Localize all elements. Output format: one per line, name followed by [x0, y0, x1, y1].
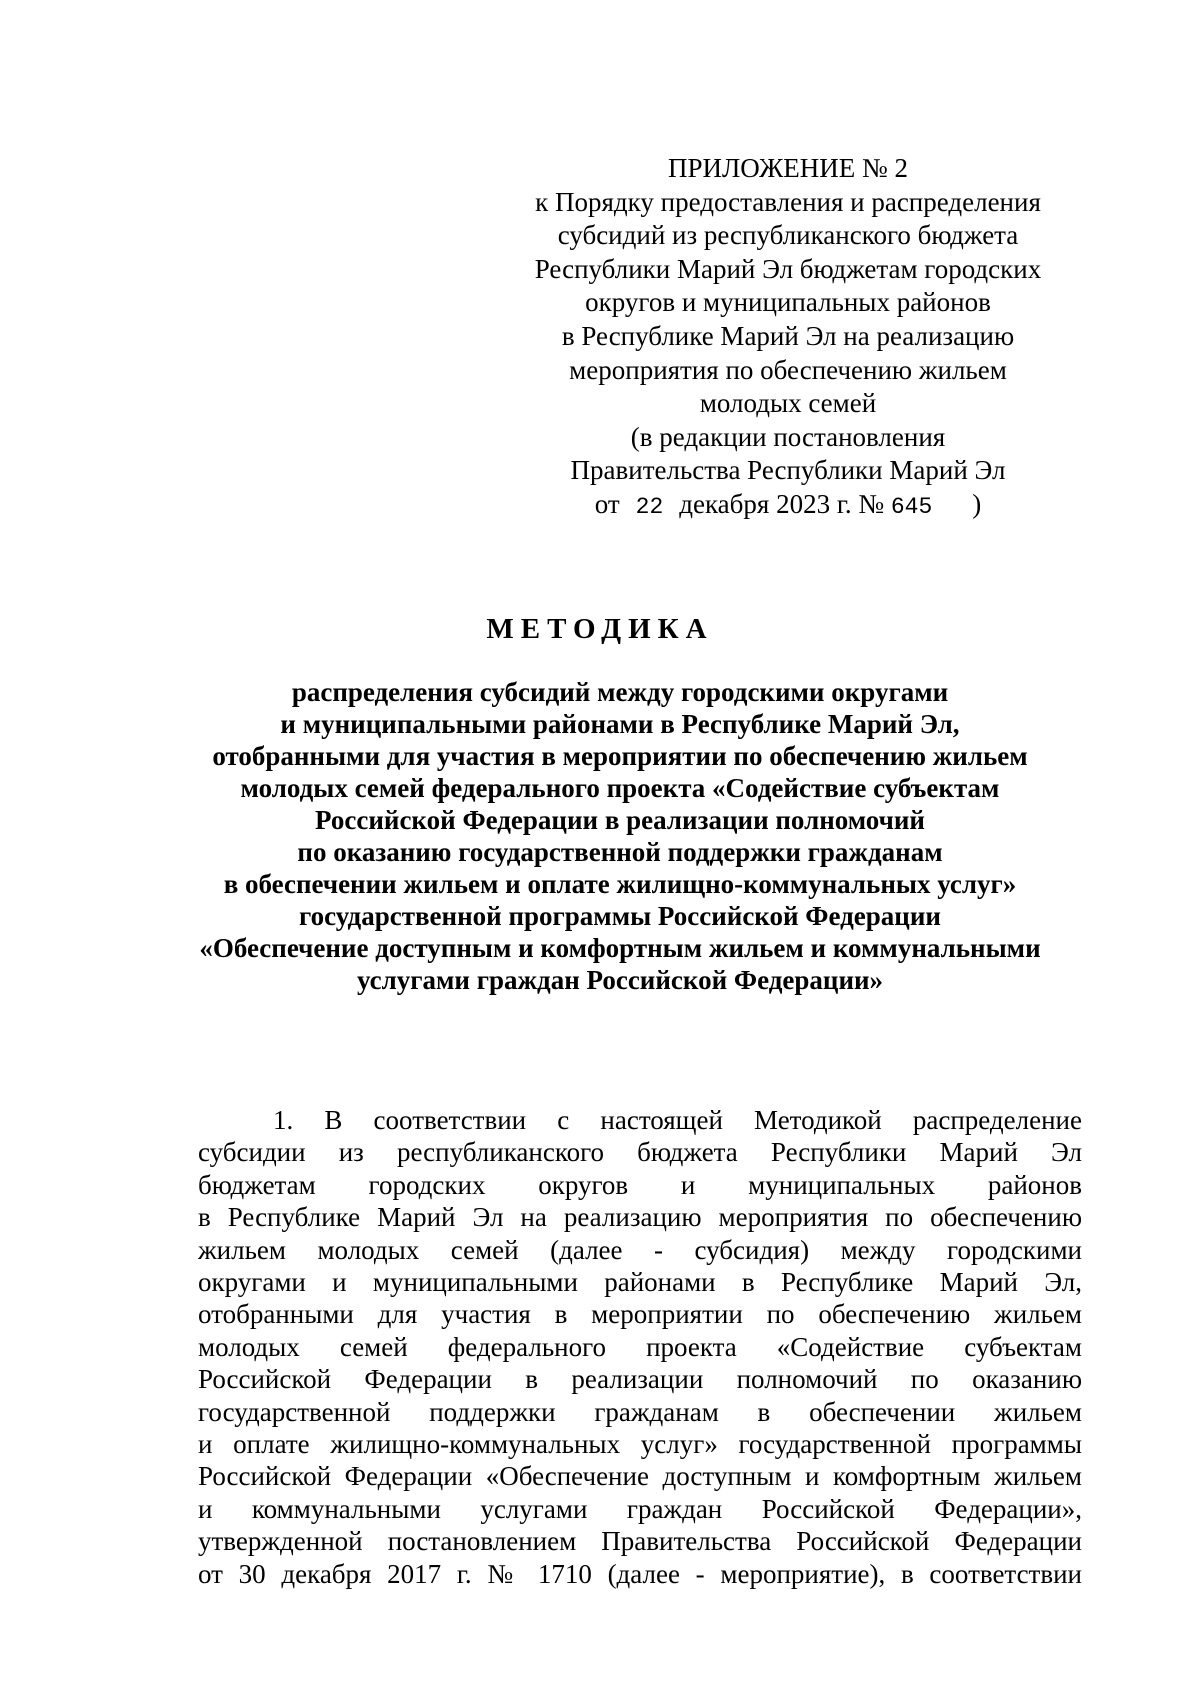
subtitle-line: молодых семей федерального проекта «Содействие субъектам [240, 773, 1000, 803]
appendix-line: субсидий из республиканского бюджета [557, 220, 1019, 251]
subtitle-line: распределения субсидий между городскими округами [291, 677, 949, 707]
resolution-date-line [508, 488, 1068, 525]
body-line: и коммунальными услугами граждан Российской Федерации», [198, 1493, 1082, 1524]
subtitle-line: «Обеспечение доступным и комфортным жильем и коммунальными [199, 933, 1041, 963]
appendix-line: к Порядку предоставления и распределения [535, 186, 1041, 217]
subtitle-line: услугами граждан Российской Федерации» [356, 965, 884, 995]
appendix-line: (в редакции постановления [630, 421, 946, 452]
subtitle-line: по оказанию государственной поддержки гражданам [297, 837, 943, 867]
resolution-number: 645 [890, 493, 933, 520]
body-line: в Республике Марий Эл на реализацию мероприятия по обеспечению [198, 1202, 1082, 1233]
body-line: утвержденной постановлением Правительства Российской Федерации [198, 1526, 1082, 1557]
body-line: молодых семей федерального проекта «Содействие субъектам [198, 1331, 1082, 1362]
body-line: субсидии из республиканского бюджета Республики Марий Эл [198, 1137, 1082, 1168]
appendix-line: округов и муниципальных районов [585, 287, 991, 318]
body-line: округами и муниципальными районами в Республике Марий Эл, [198, 1267, 1082, 1298]
date-prefix: от [594, 488, 620, 519]
subtitle-line: государственной программы Российской Федерации [299, 901, 941, 931]
resolution-day: 22 [635, 493, 664, 520]
document-title: МЕТОДИКА [486, 613, 714, 645]
body-line: жильем молодых семей (далее - субсидия) между городскими [198, 1234, 1082, 1265]
appendix-header [508, 152, 1068, 525]
body-line: Российской Федерации в реализации полномочий по оказанию [198, 1364, 1082, 1395]
appendix-line: молодых семей [699, 388, 877, 419]
appendix-line: Республики Марий Эл бюджетам городских [534, 253, 1042, 284]
body-paragraph [198, 1104, 1082, 1590]
body-line: Российской Федерации «Обеспечение доступным и комфортным жильем [198, 1461, 1082, 1492]
date-suffix: ) [972, 488, 982, 519]
appendix-line: ПРИЛОЖЕНИЕ № 2 [667, 153, 909, 183]
appendix-line: в Республике Марий Эл на реализацию [561, 320, 1015, 351]
appendix-line: Правительства Республики Марий Эл [570, 455, 1006, 486]
body-line: от 30 декабря 2017 г. № 1710 (далее - мероприятие), в соответствии [198, 1558, 1082, 1589]
document-subtitle [160, 676, 1080, 996]
subtitle-line: Российской Федерации в реализации полномочий [315, 805, 925, 835]
body-line: отобранными для участия в мероприятии по обеспечению жильем [198, 1299, 1082, 1330]
date-middle: декабря 2023 г. № [679, 488, 885, 519]
body-line: и оплате жилищно-коммунальных услуг» государственной программы [198, 1429, 1082, 1460]
appendix-line: мероприятия по обеспечению жильем [569, 354, 1007, 385]
body-line: государственной поддержки гражданам в обеспечении жильем [198, 1396, 1082, 1427]
subtitle-line: в обеспечении жильем и оплате жилищно-коммунальных услуг» [223, 869, 1017, 899]
subtitle-line: отобранными для участия в мероприятии по обеспечению жильем [212, 741, 1028, 771]
body-line: 1. В соответствии с настоящей Методикой распределение [273, 1105, 1082, 1135]
body-line: бюджетам городских округов и муниципальных районов [198, 1169, 1082, 1200]
subtitle-line: и муниципальными районами в Республике Марий Эл, [280, 709, 960, 739]
